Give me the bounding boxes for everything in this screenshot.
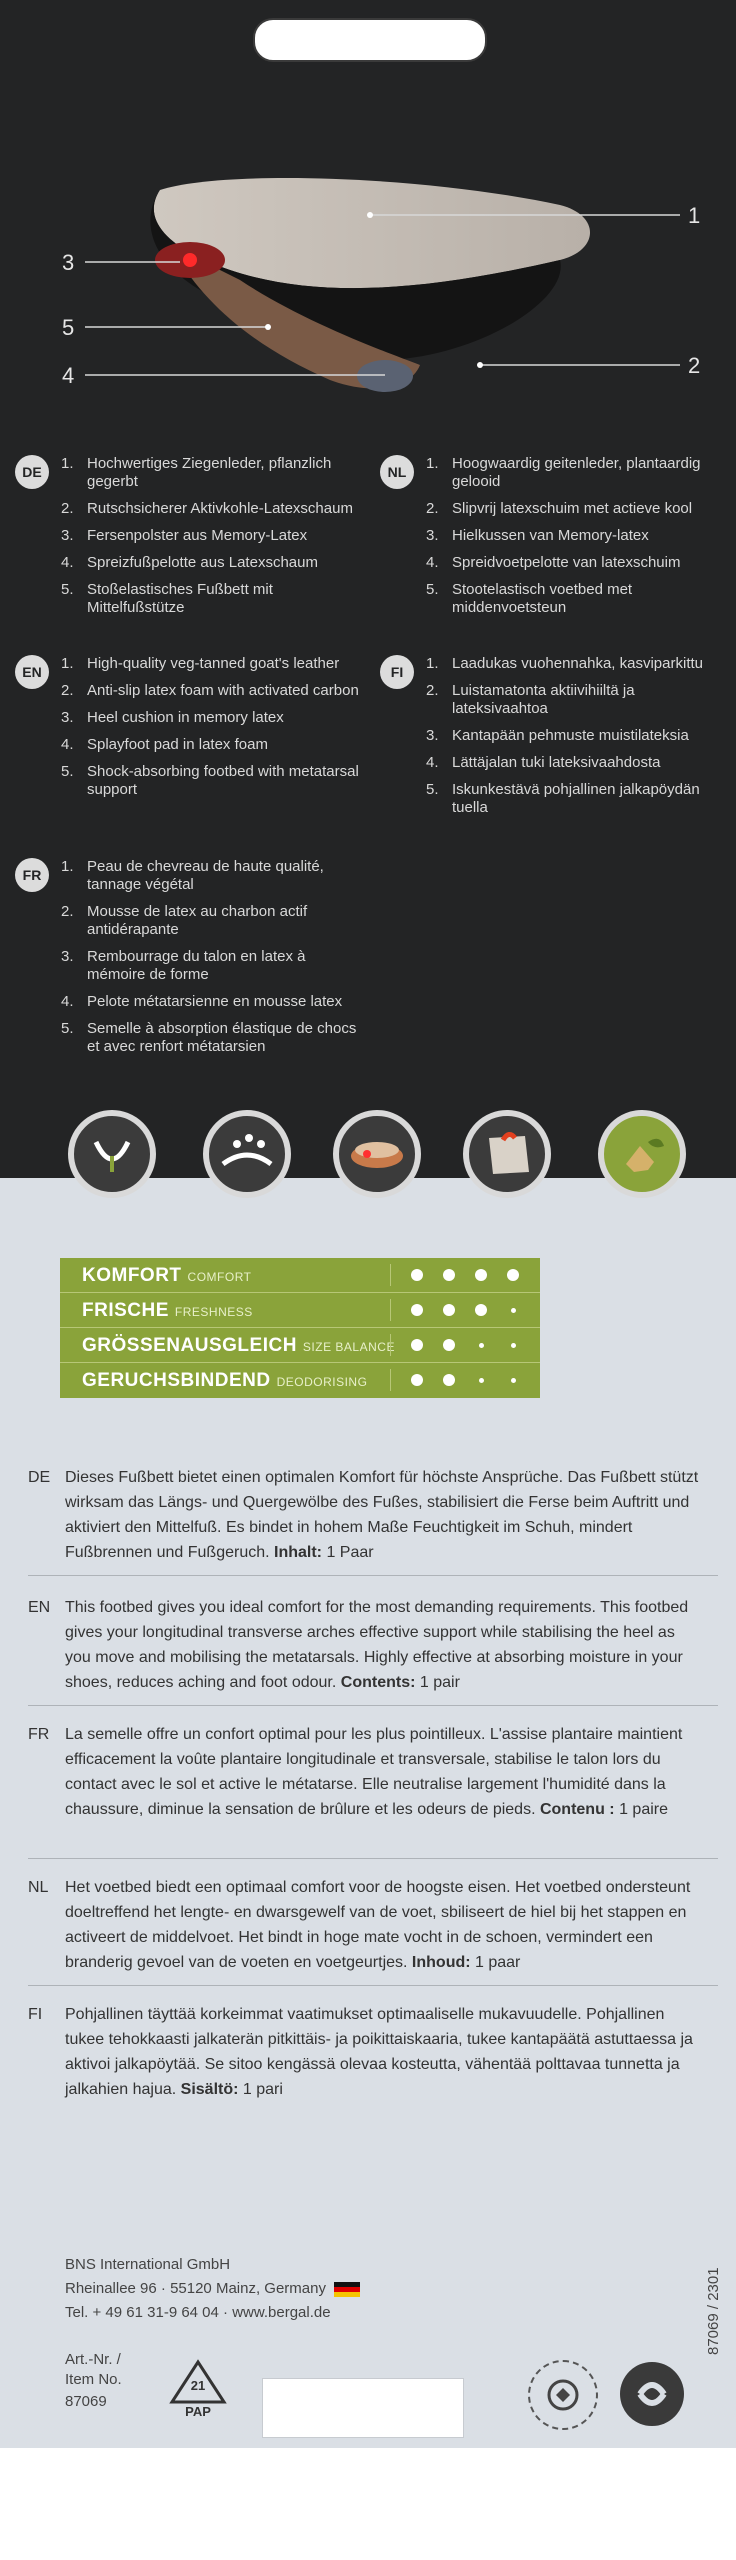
features-de (15, 455, 365, 626)
divider (28, 1985, 718, 1986)
rating-row-deodorising: GERUCHSBINDEND DEODORISING (60, 1363, 540, 1398)
feature-item: 5. Stootelastisch voetbed met middenvoetsteun (426, 581, 633, 616)
rating-dots (390, 1299, 541, 1321)
company-address: Rheinallee 96 · 55120 Mainz, Germany (65, 2280, 326, 2297)
feature-item: 4. Spreidvoetpelotte van latexschuim (426, 554, 681, 571)
feature-item: 3. Heel cushion in memory latex (61, 709, 284, 726)
company-info (65, 2253, 360, 2325)
callout-2: 2 (688, 353, 701, 378)
feature-item: 4. Pelote métatarsienne en mousse latex (61, 993, 343, 1010)
rating-row-comfort: KOMFORT COMFORT (60, 1258, 540, 1293)
features-nl (380, 455, 720, 626)
feature-item: 4. Lättäjalan tuki lateksivaahdosta (426, 754, 661, 771)
feature-item: 3. Rembourrage du talon en latex à mémoire de forme (61, 948, 306, 983)
side-code: 87069 / 2301 (705, 2267, 722, 2355)
feature-item: 2. Luistamatonta aktiivihiiltä ja lateksivaahtoa (426, 682, 635, 717)
lang-badge-en: EN (15, 655, 49, 689)
features-fr (15, 858, 365, 1065)
features-fi (380, 655, 720, 826)
company-contact: Tel. + 49 61 31-9 64 04 · www.bergal.de (65, 2304, 331, 2321)
rating-row-size-balance: GRÖSSENAUSGLEICH SIZE BALANCE (60, 1328, 540, 1363)
feature-item: 1. Hoogwaardig geitenleder, plantaardig gelooid (426, 455, 701, 490)
feature-item: 2. Rutschsicherer Aktivkohle-Latexschaum (61, 500, 353, 517)
hang-hole (253, 18, 487, 62)
divider (28, 1705, 718, 1706)
divider (28, 1575, 718, 1576)
divider (28, 1858, 718, 1859)
feature-item: 1. Laadukas vuohennahka, kasviparkittu (426, 655, 704, 672)
features-en (15, 655, 365, 808)
green-dot-icon (620, 2362, 684, 2426)
barcode-area (262, 2378, 464, 2438)
callout-4: 4 (62, 363, 75, 388)
feature-item: 1. Hochwertiges Ziegenleder, pflanzlich gegerbt (61, 455, 332, 490)
rating-dots (390, 1264, 541, 1286)
company-name: BNS International GmbH (65, 2256, 231, 2273)
feature-icons (0, 1110, 736, 1240)
feature-item: 5. Shock-absorbing footbed with metatarsal support (61, 763, 359, 798)
non-slip-icon (68, 1110, 156, 1198)
feature-item: 3. Kantapään pehmuste muistilateksia (426, 727, 689, 744)
recycling-pap-icon: 21 PAP (168, 2358, 228, 2422)
lang-badge-fr: FR (15, 858, 49, 892)
article-number: Art.-Nr. / Item No. 87069 (65, 2351, 122, 2410)
callout-1: 1 (688, 203, 701, 228)
feature-item: 2. Slipvrij latexschuim met actieve kool (426, 500, 693, 517)
feature-item: 5. Iskunkestävä pohjallinen jalkapöydän tuella (426, 781, 700, 816)
feature-item: 3. Hielkussen van Memory-latex (426, 527, 649, 544)
feature-item: 1. High-quality veg-tanned goat's leather (61, 655, 340, 672)
lang-badge-nl: NL (380, 455, 414, 489)
callout-5: 5 (62, 315, 75, 340)
callout-3: 3 (62, 250, 75, 275)
heel-cushion-icon (333, 1110, 421, 1198)
recycling-seal-icon (528, 2360, 598, 2430)
feature-item: 2. Mousse de latex au charbon actif antidérapante (61, 903, 308, 938)
breathable-icon (203, 1110, 291, 1198)
feature-item: 4. Splayfoot pad in latex foam (61, 736, 268, 753)
rating-dots (390, 1369, 541, 1391)
lang-badge-fi: FI (380, 655, 414, 689)
rating-row-freshness: FRISCHE FRESHNESS (60, 1293, 540, 1328)
plant-tanning-icon (598, 1110, 686, 1198)
lang-badge-de: DE (15, 455, 49, 489)
feature-item: 1. Peau de chevreau de haute qualité, tannage végétal (61, 858, 324, 893)
feature-item: 4. Spreizfußpelotte aus Latexschaum (61, 554, 318, 571)
feature-item: 3. Fersenpolster aus Memory-Latex (61, 527, 308, 544)
insole-illustration (0, 150, 736, 430)
feature-item: 5. Stoßelastisches Fußbett mit Mittelfußstütze (61, 581, 273, 616)
german-flag-icon (334, 2282, 360, 2297)
feature-item: 2. Anti-slip latex foam with activated carbon (61, 682, 359, 699)
feature-item: 5. Semelle à absorption élastique de chocs et avec renfort métatarsien (61, 1020, 357, 1055)
ratings-table (60, 1258, 540, 1398)
rating-dots (390, 1334, 541, 1356)
leather-icon (463, 1110, 551, 1198)
